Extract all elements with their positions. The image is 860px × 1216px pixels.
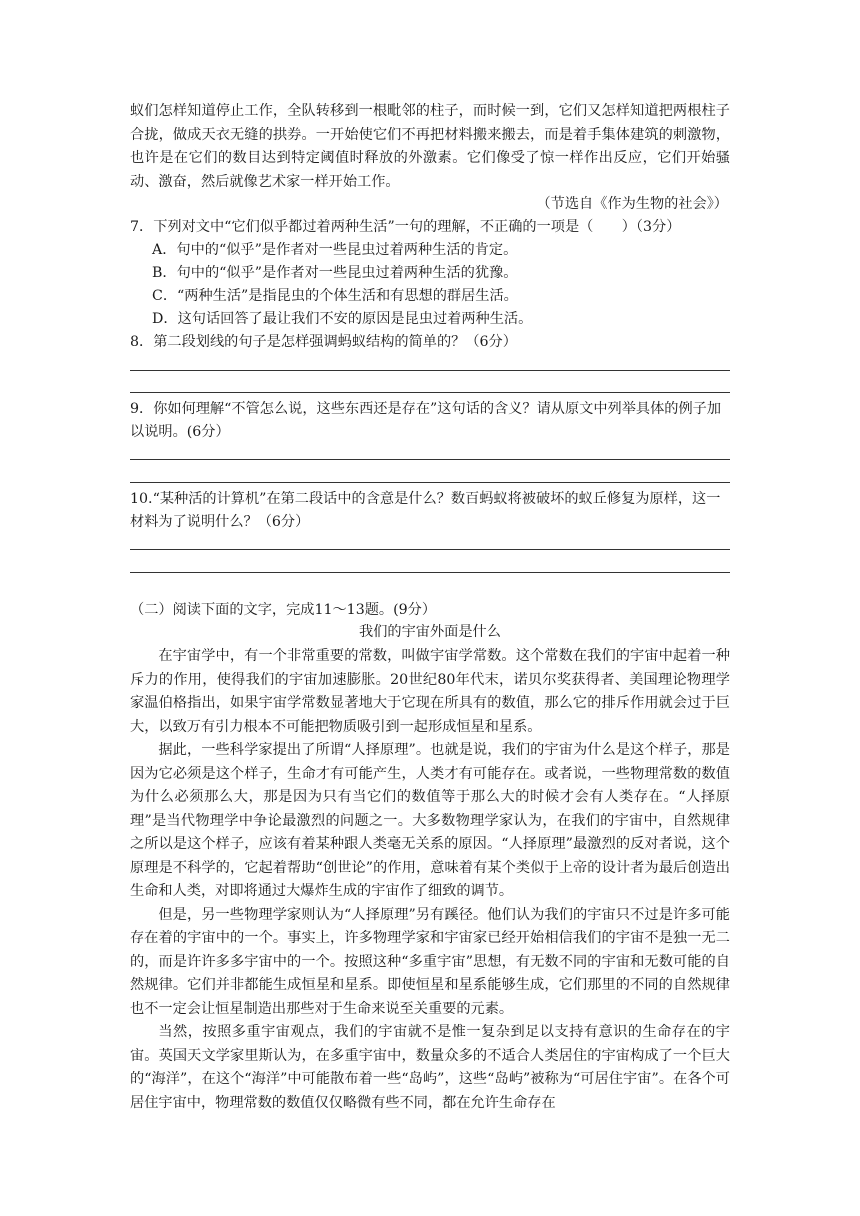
passage1-paragraph — [130, 100, 730, 194]
passage-source: （节选自《作为生物的社会》） — [536, 196, 728, 212]
q10-answer-line-1[interactable] — [130, 549, 730, 550]
article-paragraph-3: 但是，另一些物理学家则认为“人择原理”另有蹊径。他们认为我们的宇宙只不过是许多可能存在着的宇宙中的一个。事实上，许多物理学家和宇宙家已经开始相信我们的宇宙不是独一无二的，而是许许多多宇宙中的一个。按照这种“多重宇宙”思想，有无数不同的宇宙和无数可能的自然规律。它们并非都能生成恒星和星系。即使恒星和星系能够生成，它们那里的不同的自然规律也不一定会让恒星制造出那些对于生命来说至关重要的元素。 — [130, 906, 730, 1017]
passage1-text: 蚁们怎样知道停止工作，全队转移到一根毗邻的柱子，而时候一到，它们又怎样知道把两根柱子合拢，做成天衣无缝的拱券。一开始使它们不再把材料搬来搬去，而是着手集体建筑的刺激物，也许是在它们的数目达到特定阈值时释放的外激素。它们像受了惊一样作出反应，它们开始骚动、激奋，然后就像艺术家一样开始工作。 — [130, 103, 730, 190]
section-2-heading: （二）阅读下面的文字，完成11～13题。(9分） — [130, 602, 437, 618]
q7-option-b: B．句中的“似乎”是作者对一些昆虫过着两种生活的犹豫。 — [152, 265, 518, 281]
q8-answer-line-2[interactable] — [130, 392, 730, 393]
q9-answer-line-1[interactable] — [130, 459, 730, 460]
article-paragraph-2: 据此，一些科学家提出了所谓“人择原理”。也就是说，我们的宇宙为什么是这个样子，那是因为它必须是这个样子，生命才有可能产生，人类才有可能存在。或者说，一些物理常数的数值为什么必须那么大，那是因为只有当它们的数值等于那么大的时候才会有人类存在。“人择原理”是当代物理学中争论最激烈的问题之一。大多数物理学家认为，在我们的宇宙中，自然规律之所以是这个样子，应该有着某种跟人类毫无关系的原因。“人择原理”最激烈的反对者说，这个原理是不科学的，它起着帮助“创世论”的作用，意味着有某个类似于上帝的设计者为最后创造出生命和人类，对即将通过大爆炸生成的宇宙作了细致的调节。 — [130, 742, 730, 899]
question-10-stem: 10.“某种活的计算机”在第二段话中的含意是什么？数百蚂蚁将被破坏的蚁丘修复为原样，这一材料为了说明什么？（6分） — [130, 491, 721, 530]
q7-option-c: C．“两种生活”是指昆虫的个体生活和有思想的群居生活。 — [152, 288, 518, 304]
article-body — [130, 645, 730, 1115]
q10-answer-line-2[interactable] — [130, 572, 730, 573]
q7-option-a: A．句中的“似乎”是作者对一些昆虫过着两种生活的肯定。 — [152, 242, 518, 258]
article-paragraph-1: 在宇宙学中，有一个非常重要的常数，叫做宇宙学常数。这个常数在我们的宇宙中起着一种斥力的作用，使得我们的宇宙加速膨胀。20世纪80年代末，诺贝尔奖获得者、美国理论物理学家温伯格指出，如果宇宙学常数显著地大于它现在所具有的数值，那么它的排斥作用就会过于巨大，以致万有引力根本不可能把物质吸引到一起形成恒星和星系。 — [130, 648, 730, 735]
q8-answer-line-1[interactable] — [130, 370, 730, 371]
question-7-stem: 7．下列对文中“它们似乎都过着两种生活”一句的理解，不正确的一项是（ ）（3分） — [130, 219, 681, 235]
question-9-stem: 9．你如何理解“不管怎么说，这些东西还是存在”这句话的含义？请从原文中列举具体的例子加以说明。(6分） — [130, 401, 722, 440]
question-8-stem: 8．第二段划线的句子是怎样强调蚂蚁结构的简单的？（6分） — [130, 334, 517, 350]
article-paragraph-4: 当然，按照多重宇宙观点，我们的宇宙就不是惟一复杂到足以支持有意识的生命存在的宇宙。英国天文学家里斯认为，在多重宇宙中，数量众多的不适合人类居住的宇宙构成了一个巨大的“海洋”，在这个“海洋”中可能散布着一些“岛屿”，这些“岛屿”被称为“可居住宇宙”。在各个可居住宇宙中，物理常数的数值仅仅略微有些不同，都在允许生命存在 — [130, 1024, 730, 1111]
article-title: 我们的宇宙外面是什么 — [359, 624, 501, 640]
q7-option-d: D．这句话回答了最让我们不安的原因是昆虫过着两种生活。 — [152, 311, 533, 327]
q9-answer-line-2[interactable] — [130, 482, 730, 483]
